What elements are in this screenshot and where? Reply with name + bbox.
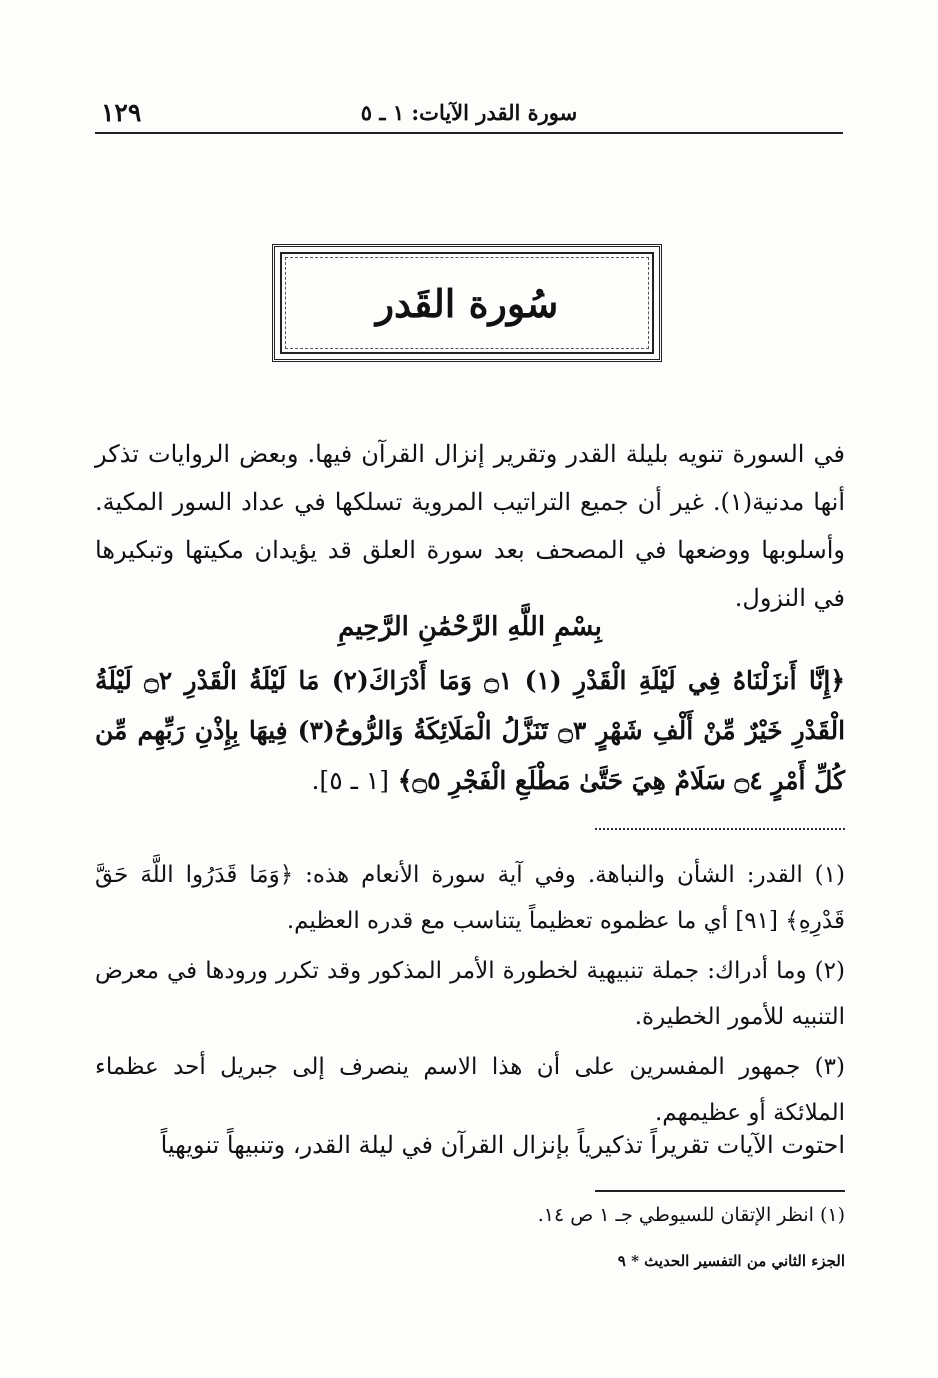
surah-title: سُورة القَدر xyxy=(375,280,559,326)
page-number: ١٢٩ xyxy=(101,98,142,127)
footnote-rule xyxy=(595,1190,845,1192)
commentary-paragraph: احتوت الآيات تقريراً تذكيرياً بإنزال القرآن في ليلة القدر، وتنبيهاً تنويهياً xyxy=(160,1131,845,1159)
printer-signature: الجزء الثاني من التفسير الحديث * ٩ xyxy=(617,1252,845,1270)
intro-paragraph: في السورة تنويه بليلة القدر وتقرير إنزال القرآن فيها. وبعض الروايات تذكر أنها مدنية(١). غير أن جميع التراتيب المروية تسلكها في عداد السور المكية. وأسلوبها ووضعها في المصحف بعد سورة العلق قد يؤيدان مكيتها وتبكيرها في النزول. xyxy=(95,440,845,612)
surah-title-frame xyxy=(272,244,662,362)
explanatory-notes xyxy=(95,852,845,1140)
note-3: (٣) جمهور المفسرين على أن هذا الاسم ينصرف إلى جبريل أحد عظماء الملائكة أو عظيمهم. xyxy=(95,1054,845,1126)
note-2: (٢) وما أدراك: جملة تنبيهية لخطورة الأمر المذكور وقد تكرر ورودها في معرض التنبيه للأمور الخطيرة. xyxy=(95,958,845,1030)
quran-verses xyxy=(95,656,845,806)
verses-text: ﴿إِنَّا أَنزَلْنَاهُ فِي لَيْلَةِ الْقَدْرِ (١) ۝١ وَمَا أَدْرَاكَ(٢) مَا لَيْلَةُ الْقَدْرِ ۝٢ لَيْلَةُ الْقَدْرِ خَيْرٌ مِّنْ أَلْفِ شَهْرٍ ۝٣ تَنَزَّلُ الْمَلَائِكَةُ وَالرُّوحُ(٣) فِيهَا بِإِذْنِ رَبِّهِم مِّن كُلِّ أَمْرٍ ۝٤ سَلَامٌ هِيَ حَتَّىٰ مَطْلَعِ الْفَجْرِ ۝٥﴾ xyxy=(95,666,846,795)
basmala: بِسْمِ اللَّهِ الرَّحْمَٰنِ الرَّحِيمِ xyxy=(338,612,602,642)
page-header xyxy=(95,96,843,134)
notes-separator xyxy=(595,828,845,830)
footnote: (١) انظر الإتقان للسيوطي جـ ١ ص ١٤. xyxy=(537,1204,845,1226)
note-1: (١) القدر: الشأن والنباهة. وفي آية سورة الأنعام هذه: ﴿وَمَا قَدَرُوا اللَّهَ حَقَّ قَدْرِهِ﴾ [٩١] أي ما عظموه تعظيماً يتناسب مع قدره العظيم. xyxy=(95,862,845,934)
verses-reference: [١ ـ ٥]. xyxy=(311,766,390,795)
running-title: سورة القدر الآيات: ١ ـ ٥ xyxy=(360,100,578,125)
